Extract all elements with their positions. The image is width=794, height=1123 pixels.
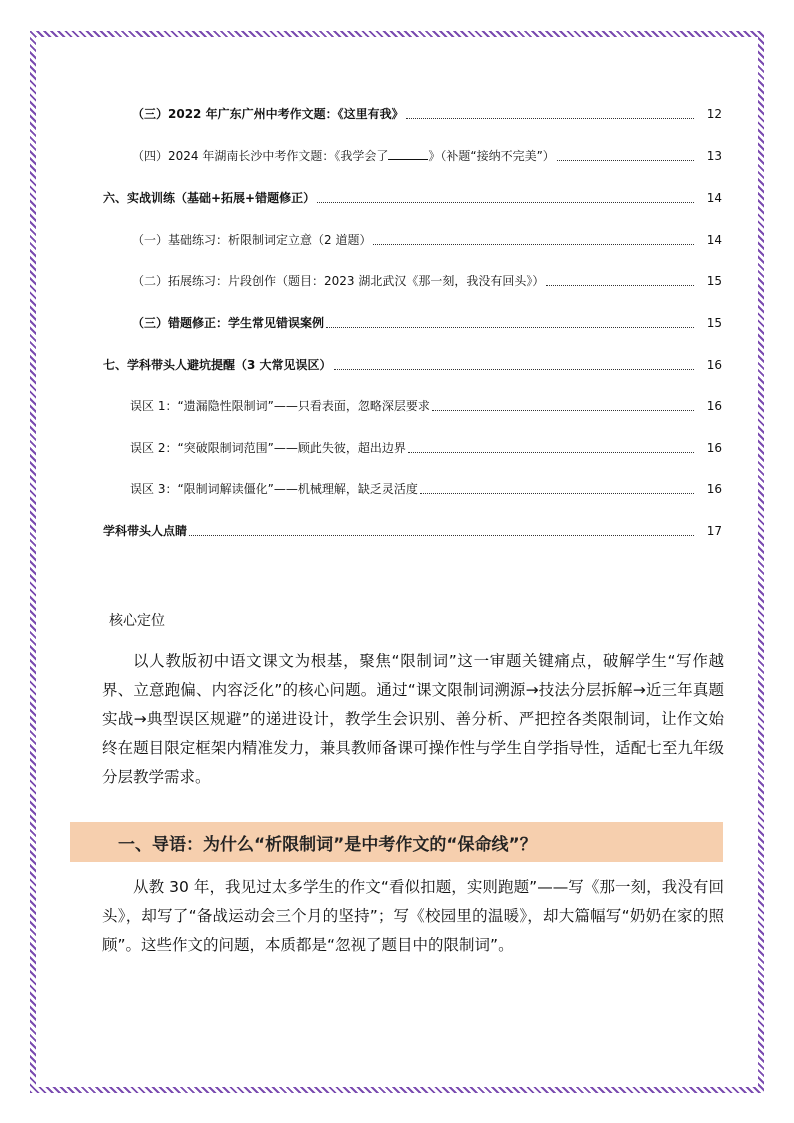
toc-entry[interactable] xyxy=(103,357,722,373)
core-position-title: 核心定位 xyxy=(109,613,165,629)
toc-entry-text: （一）基础练习：析限制词定立意（2 道题） xyxy=(132,233,372,247)
section-1-heading xyxy=(70,822,723,862)
toc-entry[interactable] xyxy=(103,523,722,539)
toc-entry-text: 误区 1：“遗漏隐性限制词”——只看表面，忽略深层要求 xyxy=(130,399,430,413)
toc-page-number: 13 xyxy=(706,149,722,163)
toc-page-number: 14 xyxy=(706,191,722,205)
toc-entry-text: 误区 3：“限制词解读僵化”——机械理解，缺乏灵活度 xyxy=(130,482,418,496)
toc-leader-dots xyxy=(546,285,694,286)
toc-page-number: 17 xyxy=(706,524,722,538)
toc-entry-text: 七、学科带头人避坑提醒（3 大常见误区） xyxy=(103,358,332,372)
toc-page-number: 16 xyxy=(706,441,722,455)
toc-entry[interactable] xyxy=(132,148,722,164)
toc-leader-dots xyxy=(334,369,694,370)
toc-entry-text: （三）错题修正：学生常见错误案例 xyxy=(132,316,325,330)
toc-page-number: 15 xyxy=(706,274,722,288)
toc-leader-dots xyxy=(406,118,694,119)
toc-leader-dots xyxy=(317,202,694,203)
toc-entry[interactable] xyxy=(130,398,722,414)
toc-entry-text: 误区 2：“突破限制词范围”——顾此失彼，超出边界 xyxy=(130,441,406,455)
toc-entry[interactable] xyxy=(130,481,722,497)
toc-leader-dots xyxy=(373,244,694,245)
toc-leader-dots xyxy=(420,493,694,494)
toc-entry-text: （三）2022 年广东广州中考作文题：《这里有我》 xyxy=(132,107,404,121)
fill-blank xyxy=(388,148,428,160)
toc-leader-dots xyxy=(408,452,694,453)
toc-entry-text: （四）2024 年湖南长沙中考作文题：《我学会了 》（补题“接纳不完美”） xyxy=(132,149,555,163)
toc-entry[interactable] xyxy=(132,273,722,289)
toc-entry[interactable] xyxy=(132,232,722,248)
toc-entry[interactable] xyxy=(132,315,722,331)
toc-leader-dots xyxy=(557,160,694,161)
section-1-heading-text: 一、导语：为什么“析限制词”是中考作文的“保命线”？ xyxy=(118,834,537,855)
toc-leader-dots xyxy=(326,327,694,328)
toc-leader-dots xyxy=(189,535,694,536)
core-position-paragraph: 以人教版初中语文课文为根基，聚焦“限制词”这一审题关键痛点，破解学生“写作越界、立意跑偏、内容泛化”的核心问题。通过“课文限制词溯源→技法分层拆解→近三年真题实战→典型误区规避”的递进设计，教学生会识别、善分析、严把控各类限制词，让作文始终在题目限定框架内精准发力，兼具教师备课可操作性与学生自学指导性，适配七至九年级分层教学需求。 xyxy=(102,652,724,786)
section-1-paragraph: 从教 30 年，我见过太多学生的作文“看似扣题，实则跑题”——写《那一刻，我没有回头》，却写了“备战运动会三个月的坚持”；写《校园里的温暖》，却大篇幅写“奶奶在家的照顾”。这些作文的问题，本质都是“忽视了题目中的限制词”。 xyxy=(102,878,724,954)
toc-entry[interactable] xyxy=(132,106,722,122)
toc-entry[interactable] xyxy=(103,190,722,206)
toc-entry-text: （二）拓展练习：片段创作（题目：2023 湖北武汉《那一刻，我没有回头》） xyxy=(132,274,545,288)
toc-entry[interactable] xyxy=(130,440,722,456)
toc-page-number: 12 xyxy=(706,107,722,121)
toc-page-number: 15 xyxy=(706,316,722,330)
toc-page-number: 14 xyxy=(706,233,722,247)
toc-page-number: 16 xyxy=(706,399,722,413)
toc-leader-dots xyxy=(432,410,694,411)
toc-entry-text: 学科带头人点睛 xyxy=(103,524,188,538)
toc-page-number: 16 xyxy=(706,482,722,496)
toc-entry-text: 六、实战训练（基础+拓展+错题修正） xyxy=(103,191,316,205)
toc-page-number: 16 xyxy=(706,358,722,372)
